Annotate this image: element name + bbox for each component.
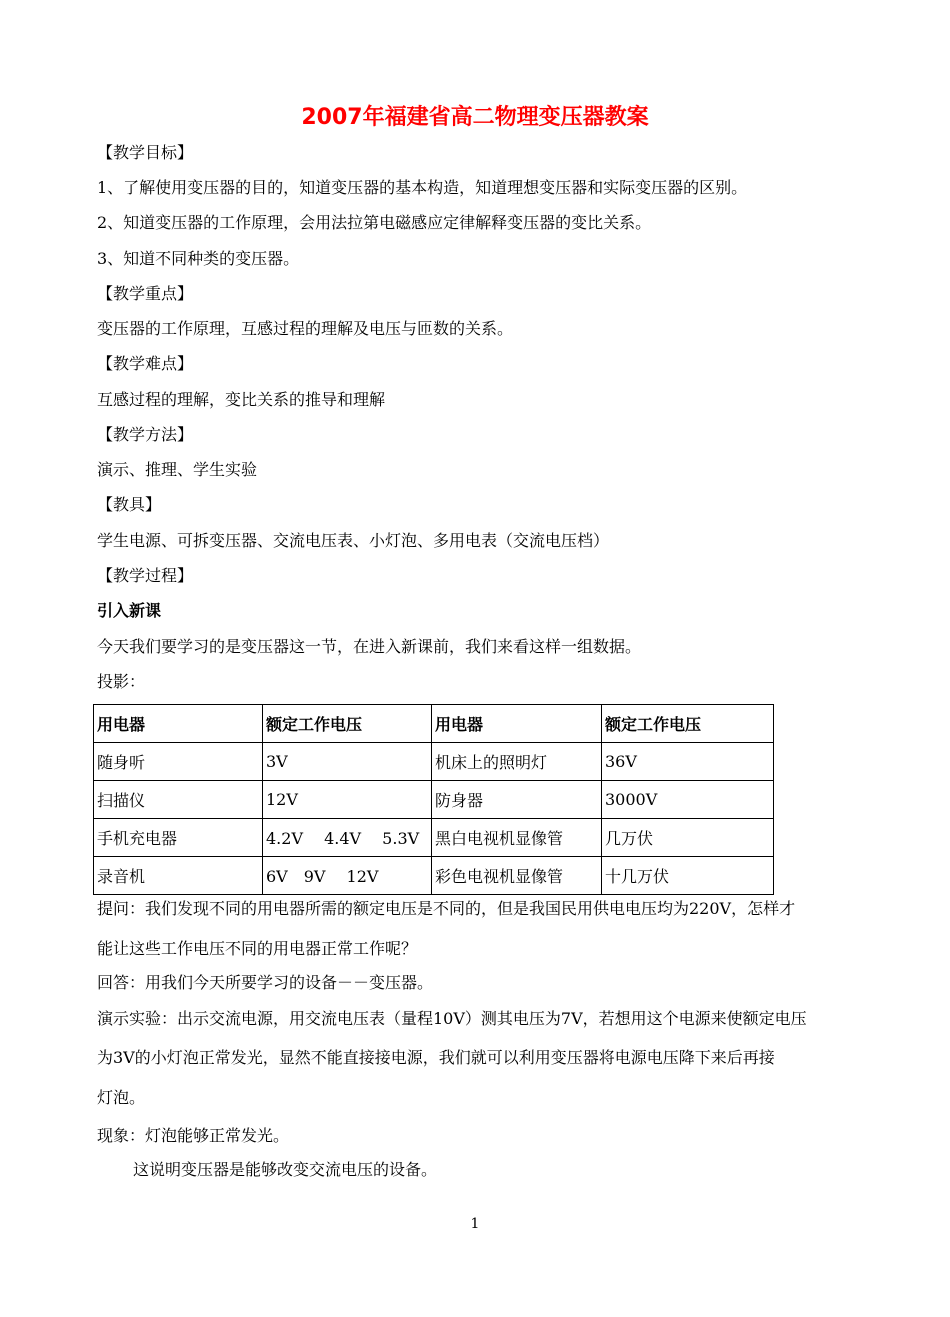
table-cell: 36V <box>602 743 774 781</box>
table-cell: 十几万伏 <box>602 857 774 895</box>
table-header-cell: 用电器 <box>432 705 602 743</box>
table-cell: 几万伏 <box>602 819 774 857</box>
conclusion-text: 这说明变压器是能够改变交流电压的设备。 <box>133 1160 438 1179</box>
demo-text: 演示实验：出示交流电源，用交流电压表（量程10V）测其电压为7V，若想用这个电源来使额定电压 <box>97 1009 807 1028</box>
intro-heading: 引入新课 <box>97 601 162 620</box>
question-text: 提问：我们发现不同的用电器所需的额定电压是不同的，但是我国民用供电电压均为220V，怎样才 <box>97 899 796 918</box>
table-header-cell: 额定工作电压 <box>602 705 774 743</box>
table-cell: 12V <box>263 781 432 819</box>
objectives-heading: 【教学目标】 <box>97 143 194 162</box>
demo-text: 灯泡。 <box>97 1088 146 1107</box>
table-header-cell: 额定工作电压 <box>263 705 432 743</box>
projection-label: 投影： <box>97 672 146 691</box>
page-number: 1 <box>470 1216 480 1232</box>
table-cell: 手机充电器 <box>94 819 263 857</box>
table-cell: 6V 9V 12V <box>263 857 432 895</box>
methods-heading: 【教学方法】 <box>97 425 194 444</box>
table-cell: 录音机 <box>94 857 263 895</box>
table-row <box>94 781 774 819</box>
question-text: 能让这些工作电压不同的用电器正常工作呢？ <box>97 939 418 958</box>
intro-text: 今天我们要学习的是变压器这一节，在进入新课前，我们来看这样一组数据。 <box>97 637 642 656</box>
table-row <box>94 819 774 857</box>
process-heading: 【教学过程】 <box>97 566 194 585</box>
objective-item: 1、了解使用变压器的目的，知道变压器的基本构造，知道理想变压器和实际变压器的区别。 <box>97 178 748 197</box>
tools-heading: 【教具】 <box>97 495 162 514</box>
difficulties-text: 互感过程的理解，变比关系的推导和理解 <box>97 390 386 409</box>
key-points-heading: 【教学重点】 <box>97 284 194 303</box>
difficulties-heading: 【教学难点】 <box>97 354 194 373</box>
objective-item: 2、知道变压器的工作原理，会用法拉第电磁感应定律解释变压器的变比关系。 <box>97 213 652 232</box>
table-cell: 彩色电视机显像管 <box>432 857 602 895</box>
phenomenon-text: 现象：灯泡能够正常发光。 <box>97 1126 290 1145</box>
methods-text: 演示、推理、学生实验 <box>97 460 258 479</box>
demo-text: 为3V的小灯泡正常发光，显然不能直接接电源，我们就可以利用变压器将电源电压降下来后再接 <box>97 1048 775 1067</box>
answer-text: 回答：用我们今天所要学习的设备－－变压器。 <box>97 973 434 992</box>
table-cell: 机床上的照明灯 <box>432 743 602 781</box>
tools-text: 学生电源、可拆变压器、交流电压表、小灯泡、多用电表（交流电压档） <box>97 531 610 550</box>
table-cell: 3000V <box>602 781 774 819</box>
table-cell: 随身听 <box>94 743 263 781</box>
document-title: 2007年福建省高二物理变压器教案 <box>301 105 649 130</box>
table-cell: 防身器 <box>432 781 602 819</box>
table-cell: 4.2V 4.4V 5.3V <box>263 819 432 857</box>
table-header-cell: 用电器 <box>94 705 263 743</box>
table-cell: 黑白电视机显像管 <box>432 819 602 857</box>
table-row <box>94 743 774 781</box>
key-points-text: 变压器的工作原理，互感过程的理解及电压与匝数的关系。 <box>97 319 514 338</box>
table-header-row <box>94 705 774 743</box>
objective-item: 3、知道不同种类的变压器。 <box>97 249 300 268</box>
table-cell: 扫描仪 <box>94 781 263 819</box>
table-cell: 3V <box>263 743 432 781</box>
appliance-voltage-table <box>93 704 774 895</box>
table-row <box>94 857 774 895</box>
